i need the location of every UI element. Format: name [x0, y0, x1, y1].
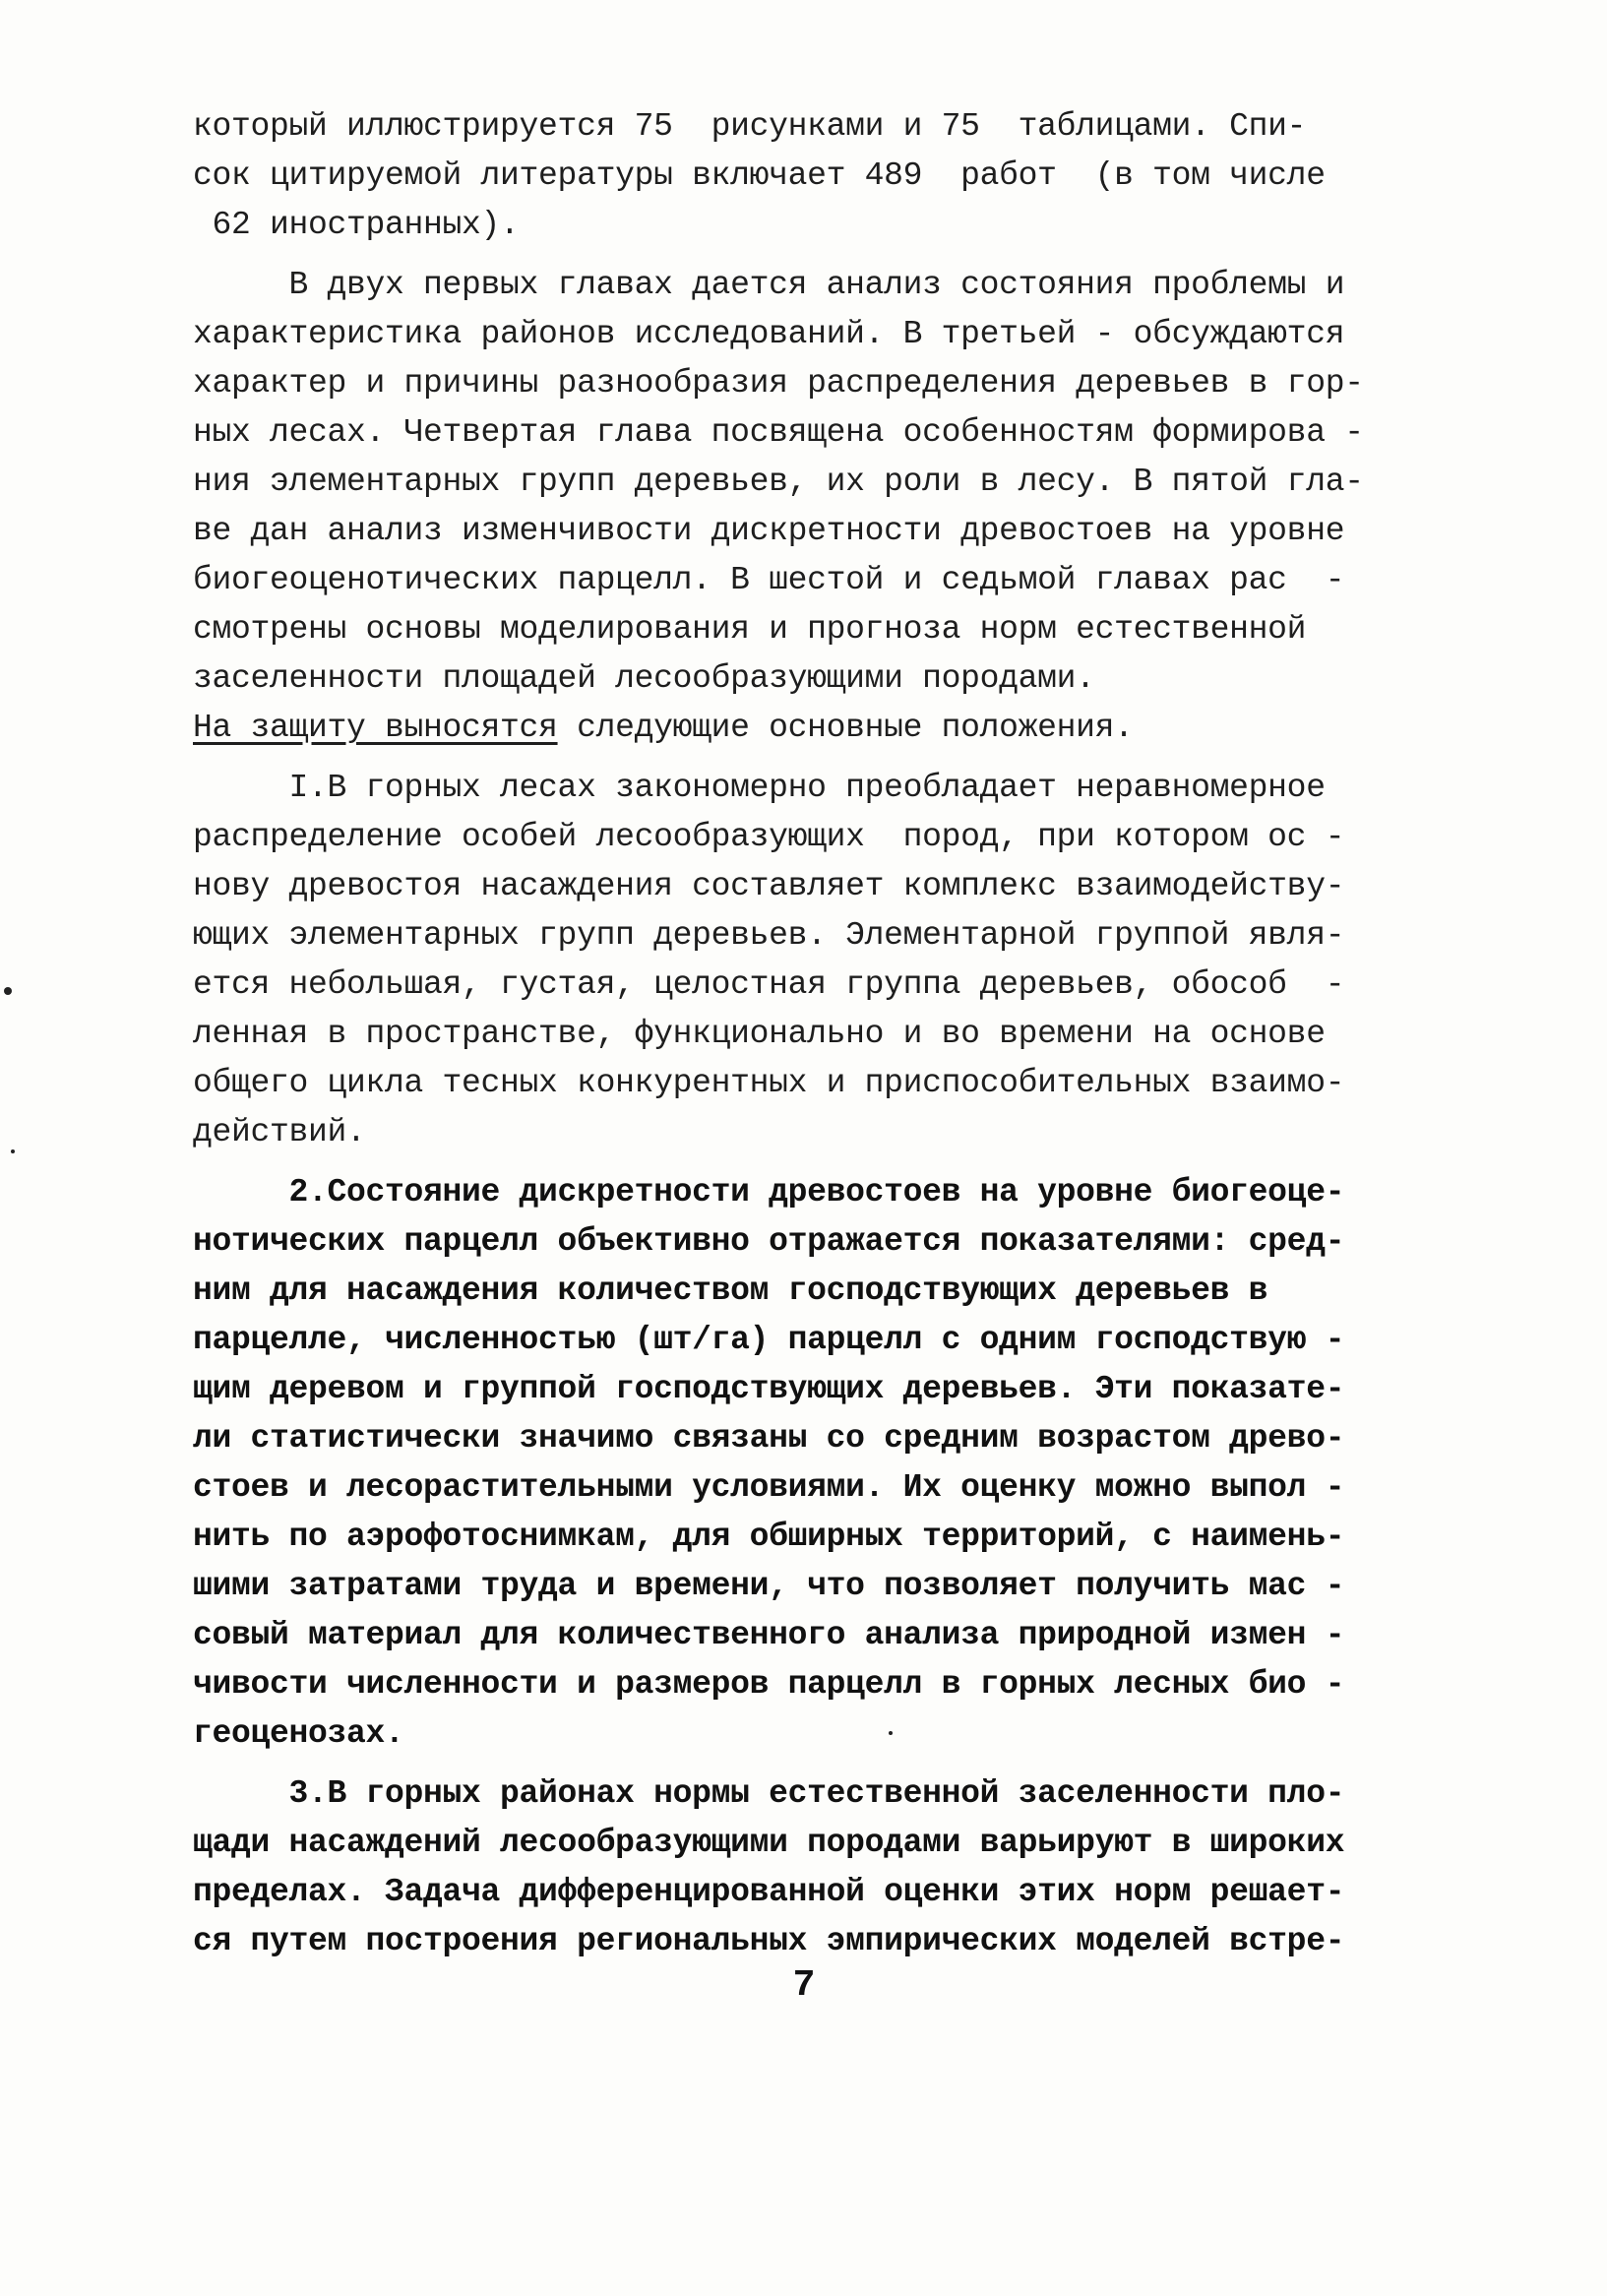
text-line: ним для насаждения количеством господствующих деревьев в [193, 1272, 1268, 1309]
text-line: ве дан анализ изменчивости дискретности древостоев на уровне [193, 513, 1345, 549]
text-line: ли статистически значимо связаны со средним возрастом древо- [193, 1420, 1345, 1457]
text-line: действий. [193, 1114, 366, 1150]
text-line: 2.Состояние дискретности древостоев на уровне биогеоце- [193, 1174, 1345, 1210]
text-line: ющих элементарных групп деревьев. Элементарной группой явля- [193, 917, 1345, 954]
text-line: стоев и лесорастительными условиями. Их оценку можно выпол - [193, 1469, 1345, 1506]
text-line: геоценозах. [193, 1715, 404, 1752]
text-line: характеристика районов исследований. В третьей - обсуждаются [193, 316, 1345, 352]
defense-statement-line [193, 704, 1433, 753]
paragraph-chapters-overview [193, 261, 1433, 704]
text-line: нить по аэрофотоснимкам, для обширных территорий, с наимень- [193, 1519, 1345, 1555]
text-line: 62 иностранных). [193, 207, 520, 243]
text-line: совый материал для количественного анализа природной измен - [193, 1617, 1345, 1653]
text-line: ся путем построения региональных эмпирических моделей встре- [193, 1923, 1345, 1959]
defense-heading: На защиту выносятся [193, 710, 558, 746]
text-line: сок цитируемой литературы включает 489 работ (в том числе [193, 157, 1326, 194]
text-line: распределение особей лесообразующих пород, при котором ос - [193, 819, 1345, 855]
text-line: чивости численности и размеров парцелл в горных лесных био - [193, 1666, 1345, 1703]
text-line: нотических парцелл объективно отражается показателями: сред- [193, 1223, 1345, 1260]
scan-speck [11, 1149, 15, 1153]
paragraph-thesis-2 [193, 1168, 1433, 1759]
text-line: ленная в пространстве, функционально и во времени на основе [193, 1016, 1326, 1052]
text-line: щим деревом и группой господствующих деревьев. Эти показате- [193, 1371, 1345, 1407]
text-line: В двух первых главах дается анализ состояния проблемы и [193, 267, 1345, 303]
text-line: смотрены основы моделирования и прогноза норм естественной [193, 611, 1307, 648]
text-line: пределах. Задача дифференцированной оценки этих норм решает- [193, 1874, 1345, 1910]
page-number: 7 [792, 1964, 816, 2007]
text-line: биогеоценотических парцелл. В шестой и седьмой главах рас - [193, 562, 1345, 598]
text-line: шими затратами труда и времени, что позволяет получить мас - [193, 1568, 1345, 1604]
text-line: щади насаждений лесообразующими породами варьируют в широких [193, 1825, 1345, 1861]
text-line: I.В горных лесах закономерно преобладает неравномерное [193, 770, 1326, 806]
text-line: заселенности площадей лесообразующими породами. [193, 660, 1095, 697]
paragraph-thesis-3 [193, 1769, 1433, 1966]
text-line: нову древостоя насаждения составляет комплекс взаимодейству- [193, 868, 1345, 904]
text-line: ных лесах. Четвертая глава посвящена особенностям формирова - [193, 414, 1364, 451]
defense-heading-rest: следующие основные положения. [557, 710, 1134, 746]
paragraph-intro [193, 102, 1433, 250]
text-line: ется небольшая, густая, целостная группа деревьев, обособ - [193, 966, 1345, 1003]
text-line: парцелле, численностью (шт/га) парцелл с одним господствую - [193, 1322, 1345, 1358]
scan-speck [4, 987, 12, 995]
text-line: ния элементарных групп деревьев, их роли в лесу. В пятой гла- [193, 464, 1364, 500]
paragraph-thesis-1 [193, 764, 1433, 1157]
text-line: который иллюстрируется 75 рисунками и 75 таблицами. Спи- [193, 108, 1307, 145]
page-body-text [193, 102, 1433, 1966]
text-line: характер и причины разнообразия распределения деревьев в гор- [193, 365, 1364, 402]
text-line: 3.В горных районах нормы естественной заселенности пло- [193, 1775, 1345, 1812]
scan-speck [889, 1731, 893, 1735]
text-line: общего цикла тесных конкурентных и приспособительных взаимо- [193, 1065, 1345, 1101]
